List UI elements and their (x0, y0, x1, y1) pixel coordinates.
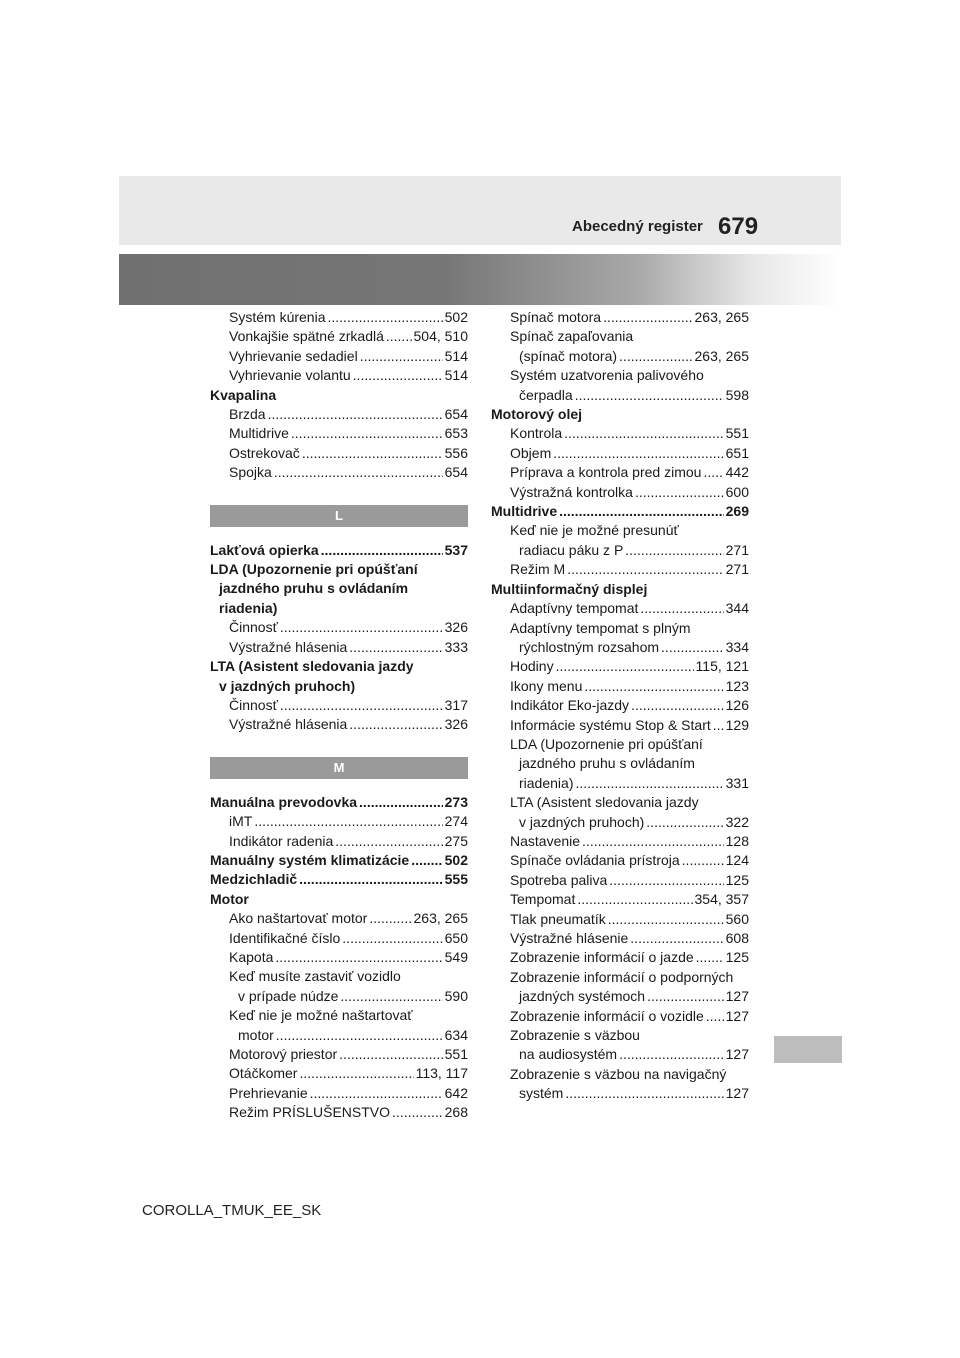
index-entry-page: 555 (444, 871, 468, 888)
dot-leader (275, 948, 442, 967)
index-entry-page: 334 (725, 638, 749, 655)
index-entry (210, 599, 468, 618)
dot-leader (609, 871, 723, 890)
index-entry-term: Ikony menu (510, 677, 583, 694)
index-entry-term: jazdného pruhu s ovládaním (519, 755, 695, 772)
dot-leader (254, 812, 442, 831)
dot-leader (559, 502, 724, 521)
index-entry-term: Ostrekovač (229, 444, 300, 461)
index-entry (210, 793, 468, 812)
dot-leader (635, 483, 724, 502)
dot-leader (640, 599, 723, 618)
dot-leader (646, 813, 723, 832)
dot-leader (340, 987, 442, 1006)
index-entry (210, 579, 468, 598)
dot-leader (630, 929, 723, 948)
index-entry (491, 308, 749, 327)
index-entry-page: 514 (444, 347, 468, 364)
index-entry-term: Prehrievanie (229, 1084, 308, 1101)
dot-leader (619, 1045, 724, 1064)
index-entry-page: 598 (725, 386, 749, 403)
index-entry-term: Motorový olej (491, 406, 583, 423)
index-entry (210, 424, 468, 443)
index-entry-term: Multiinformačný displej (491, 580, 648, 597)
index-entry (491, 929, 749, 948)
index-entry-page: 326 (444, 716, 468, 733)
index-entry-term: Manuálny systém klimatizácie (210, 851, 410, 868)
spacer (210, 779, 468, 793)
index-entry-term: Informácie systému Stop & Start (510, 716, 711, 733)
index-entry-page: 268 (444, 1104, 468, 1121)
dot-leader (353, 366, 443, 385)
index-entry (210, 618, 468, 637)
index-entry (491, 483, 749, 502)
dot-leader (619, 347, 692, 366)
index-entry-page: 127 (725, 988, 749, 1005)
index-entry (491, 987, 749, 1006)
index-entry-term: Zobrazenie s väzbou (510, 1027, 640, 1044)
index-entry-term: Výstražná kontrolka (510, 483, 633, 500)
index-entry-term: iMT (229, 813, 253, 830)
dot-leader (359, 793, 443, 812)
dot-leader (553, 444, 723, 463)
dot-leader (291, 424, 443, 443)
index-entry-page: 502 (444, 309, 468, 325)
index-entry-page: 127 (725, 1046, 749, 1063)
index-entry-term: Vyhrievanie volantu (229, 367, 351, 384)
dot-leader (564, 424, 723, 443)
dot-leader (392, 1103, 443, 1122)
dot-leader (584, 677, 723, 696)
index-entry-page: 590 (444, 987, 468, 1004)
index-entry (210, 1026, 468, 1045)
dot-leader (349, 638, 442, 657)
index-entry-term: (spínač motora) (519, 347, 618, 364)
index-entry-page: 273 (444, 793, 468, 810)
index-entry-page: 502 (444, 851, 468, 868)
spacer (210, 483, 468, 505)
index-entry (491, 366, 749, 385)
index-entry (491, 677, 749, 696)
dot-leader (369, 909, 411, 928)
index-entry-page: 127 (725, 1007, 749, 1024)
index-entry-term: Otáčkomer (229, 1065, 298, 1082)
index-entry-term: jazdného pruhu s ovládaním (219, 580, 409, 597)
index-entry-page: 263, 265 (694, 347, 749, 364)
header-gradient-bar (119, 254, 841, 305)
index-entry-term: Nastavenie (510, 832, 581, 849)
index-entry-page: 608 (725, 930, 749, 946)
dot-leader (280, 696, 443, 715)
index-entry-page: 127 (725, 1085, 749, 1102)
index-entry (491, 541, 749, 560)
index-entry (210, 1045, 468, 1064)
index-entry-term: v jazdných pruhoch) (219, 677, 356, 694)
index-entry (491, 910, 749, 929)
index-entry (491, 813, 749, 832)
dot-leader (696, 948, 724, 967)
index-entry (210, 327, 468, 346)
dot-leader (299, 1064, 413, 1083)
index-entry (491, 599, 749, 618)
index-entry-term: Systém kúrenia (229, 309, 326, 325)
dot-leader (608, 910, 724, 929)
index-entry-term: Vonkajšie spätné zrkadlá (229, 328, 384, 345)
index-entry (210, 1006, 468, 1025)
index-entry-term: Tempomat (510, 891, 576, 908)
index-entry (491, 793, 749, 812)
dot-leader (321, 541, 443, 560)
index-entry-term: Medzichladič (210, 871, 298, 888)
index-entry-page: 442 (725, 464, 749, 481)
index-entry (491, 327, 749, 346)
index-entry (491, 716, 749, 735)
index-entry-term: rýchlostným rozsahom (519, 638, 660, 655)
index-entry (491, 444, 749, 463)
index-entry-page: 275 (444, 832, 468, 849)
index-entry-page: 537 (444, 541, 468, 558)
index-entry-page: 271 (725, 561, 749, 578)
index-entry-term: Kapota (229, 948, 274, 965)
index-entry-page: 274 (444, 813, 468, 830)
index-entry-page: 124 (725, 852, 749, 869)
index-entry-term: Výstražné hlásenie (510, 930, 629, 946)
index-entry-term: radiacu páku z P (519, 541, 624, 558)
index-entry (210, 308, 468, 327)
index-entry-page: 128 (725, 832, 749, 849)
index-entry-page: 331 (725, 774, 749, 791)
index-entry-term: Režim PRÍSLUŠENSTVO (229, 1104, 391, 1121)
index-entry-page: 650 (444, 929, 468, 946)
index-entry-term: Multidrive (229, 425, 289, 442)
index-column-right (491, 308, 749, 1104)
index-entry-page: 654 (444, 406, 468, 423)
index-entry (491, 696, 749, 715)
index-entry (210, 444, 468, 463)
index-entry-term: Manuálna prevodovka (210, 793, 358, 810)
index-entry-page: 651 (725, 444, 749, 461)
index-entry-term: Objem (510, 444, 552, 461)
dot-leader (682, 851, 724, 870)
index-entry-term: Motor (210, 890, 249, 907)
index-entry (210, 347, 468, 366)
index-entry (491, 832, 749, 851)
index-entry (491, 948, 749, 967)
index-entry-term: Spínač zapaľovania (510, 328, 634, 345)
index-entry (210, 987, 468, 1006)
index-entry-page: 113, 117 (415, 1065, 468, 1082)
index-entry-page: 333 (444, 638, 468, 655)
index-entry (210, 696, 468, 715)
index-entry-term: Adaptívny tempomat (510, 600, 639, 617)
index-entry (210, 541, 468, 560)
index-entry-page: 634 (444, 1026, 468, 1043)
index-entry-page: 271 (725, 541, 749, 558)
index-entry (210, 463, 468, 482)
index-entry (210, 366, 468, 385)
index-entry-page: 551 (444, 1046, 468, 1062)
dot-leader (302, 444, 443, 463)
index-entry-term: Indikátor Eko-jazdy (510, 697, 630, 714)
index-entry-term: v jazdných pruhoch) (519, 813, 645, 830)
index-entry-page: 344 (725, 600, 749, 617)
dot-leader (335, 832, 442, 851)
index-entry-term: Spínače ovládania prístroja (510, 852, 680, 869)
index-entry-page: 504, 510 (413, 328, 468, 345)
index-entry (210, 870, 468, 889)
index-entry (491, 735, 749, 754)
index-entry-term: Výstražné hlásenia (229, 716, 348, 733)
index-entry-page: 125 (725, 871, 749, 888)
dot-leader (631, 696, 724, 715)
index-entry (210, 638, 468, 657)
section-title: Abecedný register (572, 218, 703, 235)
index-entry-page: 269 (725, 503, 749, 520)
index-entry (491, 1045, 749, 1064)
index-entry (491, 386, 749, 405)
index-entry (491, 1007, 749, 1026)
index-entry-term: Príprava a kontrola pred zimou (510, 464, 702, 481)
index-entry-page: 126 (725, 697, 749, 714)
index-entry (491, 871, 749, 890)
index-entry-page: 125 (725, 949, 749, 966)
dot-leader (625, 541, 723, 560)
index-entry-term: Zobrazenie informácií o podporných (510, 968, 734, 985)
index-entry (210, 1103, 468, 1122)
index-entry-term: v prípade núdze (238, 987, 339, 1004)
index-entry-term: LTA (Asistent sledovania jazdy (210, 658, 414, 675)
index-entry-page: 600 (725, 483, 749, 500)
index-entry-page: 514 (444, 367, 468, 384)
index-entry (491, 1065, 749, 1084)
dot-leader (713, 716, 724, 735)
index-entry (210, 677, 468, 696)
index-entry (210, 890, 468, 909)
index-entry-term: Zobrazenie s väzbou na navigačný (510, 1065, 727, 1082)
index-entry (210, 657, 468, 676)
index-entry (491, 619, 749, 638)
index-entry (491, 890, 749, 909)
dot-leader (661, 638, 724, 657)
index-entry-term: Spotreba paliva (510, 871, 608, 888)
dot-leader (327, 308, 442, 327)
index-entry-page: 263, 265 (694, 309, 749, 325)
index-entry (491, 657, 749, 676)
dot-leader (706, 1007, 724, 1026)
index-entry (210, 1084, 468, 1103)
dot-leader (276, 1026, 443, 1045)
index-entry-term: Identifikačné číslo (229, 929, 341, 946)
index-entry-page: 326 (444, 619, 468, 636)
index-entry (491, 521, 749, 540)
index-entry-term: LDA (Upozornenie pri opúšťaní (510, 735, 703, 752)
spacer (210, 527, 468, 541)
index-entry-term: Spojka (229, 464, 272, 481)
index-entry (491, 463, 749, 482)
index-entry-page: 551 (725, 425, 749, 442)
index-entry-term: Činnosť (229, 619, 278, 636)
index-entry (210, 929, 468, 948)
index-entry-term: Kvapalina (210, 386, 277, 403)
index-entry-term: čerpadla (519, 386, 573, 403)
index-entry-term: Keď musíte zastaviť vozidlo (229, 968, 401, 985)
index-entry (491, 774, 749, 793)
index-entry (210, 560, 468, 579)
index-entry (491, 424, 749, 443)
index-entry-term: systém (519, 1085, 564, 1102)
index-entry (210, 405, 468, 424)
index-entry (491, 347, 749, 366)
dot-leader (565, 1084, 723, 1103)
index-entry-term: na audiosystém (519, 1046, 618, 1063)
index-entry-term: Motorový priestor (229, 1046, 338, 1062)
dot-leader (411, 851, 442, 870)
index-entry-page: 653 (444, 425, 468, 442)
index-entry-term: Tlak pneumatík (510, 910, 606, 927)
index-entry (210, 832, 468, 851)
section-thumb-tab (774, 1036, 842, 1063)
index-entry-page: 560 (725, 910, 749, 927)
index-entry (210, 715, 468, 734)
dot-leader (360, 347, 443, 366)
index-entry-term: Indikátor radenia (229, 832, 334, 849)
index-entry-page: 129 (725, 716, 749, 733)
index-entry (491, 851, 749, 870)
dot-leader (556, 657, 694, 676)
index-entry (491, 405, 749, 424)
dot-leader (280, 618, 443, 637)
index-entry (210, 909, 468, 928)
index-entry-term: Lakťová opierka (210, 541, 319, 558)
dot-leader (603, 308, 692, 327)
index-entry-term: Keď nie je možné presunúť (510, 522, 679, 539)
index-entry-term: riadenia) (219, 599, 278, 616)
index-entry (491, 580, 749, 599)
index-entry (491, 968, 749, 987)
index-entry (210, 1064, 468, 1083)
index-entry-term: Režim M (510, 561, 566, 578)
dot-leader (268, 405, 443, 424)
index-entry-term: Multidrive (491, 503, 558, 520)
index-entry (210, 948, 468, 967)
index-entry (491, 560, 749, 579)
index-letter-heading: M (210, 757, 468, 779)
dot-leader (342, 929, 442, 948)
dot-leader (567, 560, 723, 579)
index-entry-page: 115, 121 (695, 658, 749, 675)
index-entry-page: 549 (444, 948, 468, 965)
dot-leader (575, 774, 723, 793)
index-entry (210, 967, 468, 986)
index-entry-page: 123 (725, 677, 749, 694)
dot-leader (703, 463, 723, 482)
index-entry-page: 354, 357 (694, 891, 749, 908)
index-entry-term: Hodiny (510, 658, 554, 675)
footer-document-code: COROLLA_TMUK_EE_SK (142, 1202, 322, 1219)
index-entry-term: Adaptívny tempomat s plným (510, 619, 691, 636)
index-entry-term: Systém uzatvorenia palivového (510, 367, 704, 384)
dot-leader (386, 327, 412, 346)
dot-leader (299, 870, 443, 889)
index-entry-term: jazdných systémoch (519, 988, 646, 1005)
dot-leader (349, 715, 442, 734)
index-entry-term: Zobrazenie informácií o jazde (510, 949, 694, 966)
index-entry (491, 1084, 749, 1103)
index-entry-term: Zobrazenie informácií o vozidle (510, 1007, 704, 1024)
page-number: 679 (718, 213, 759, 240)
index-entry-term: motor (238, 1026, 274, 1043)
dot-leader (577, 890, 692, 909)
dot-leader (339, 1045, 442, 1064)
index-entry-term: LTA (Asistent sledovania jazdy (510, 794, 699, 811)
index-entry (210, 812, 468, 831)
index-entry (210, 386, 468, 405)
index-entry-term: Brzda (229, 406, 266, 423)
index-entry-term: Vyhrievanie sedadiel (229, 347, 358, 364)
index-entry (491, 1026, 749, 1045)
index-entry-page: 263, 265 (413, 910, 468, 927)
dot-leader (647, 987, 724, 1006)
index-column-left (210, 308, 468, 1123)
index-entry-page: 322 (725, 813, 749, 830)
index-entry (491, 502, 749, 521)
dot-leader (274, 463, 443, 482)
index-entry-term: Ako naštartovať motor (229, 910, 368, 927)
index-entry-page: 317 (444, 696, 468, 713)
index-entry-term: Kontrola (510, 425, 563, 442)
index-entry-page: 642 (444, 1084, 468, 1101)
index-entry-term: Keď nie je možné naštartovať (229, 1007, 413, 1024)
index-entry-page: 556 (444, 444, 468, 461)
index-entry-page: 654 (444, 464, 468, 481)
dot-leader (575, 386, 724, 405)
index-entry (491, 638, 749, 657)
index-entry-term: LDA (Upozornenie pri opúšťaní (210, 561, 418, 578)
dot-leader (582, 832, 724, 851)
index-entry-term: Činnosť (229, 696, 278, 713)
dot-leader (310, 1084, 443, 1103)
index-entry (491, 754, 749, 773)
index-letter-heading: L (210, 505, 468, 527)
index-entry-term: riadenia) (519, 774, 574, 791)
index-entry-term: Spínač motora (510, 309, 602, 325)
index-entry-term: Výstražné hlásenia (229, 638, 348, 655)
spacer (210, 735, 468, 757)
index-entry (210, 851, 468, 870)
